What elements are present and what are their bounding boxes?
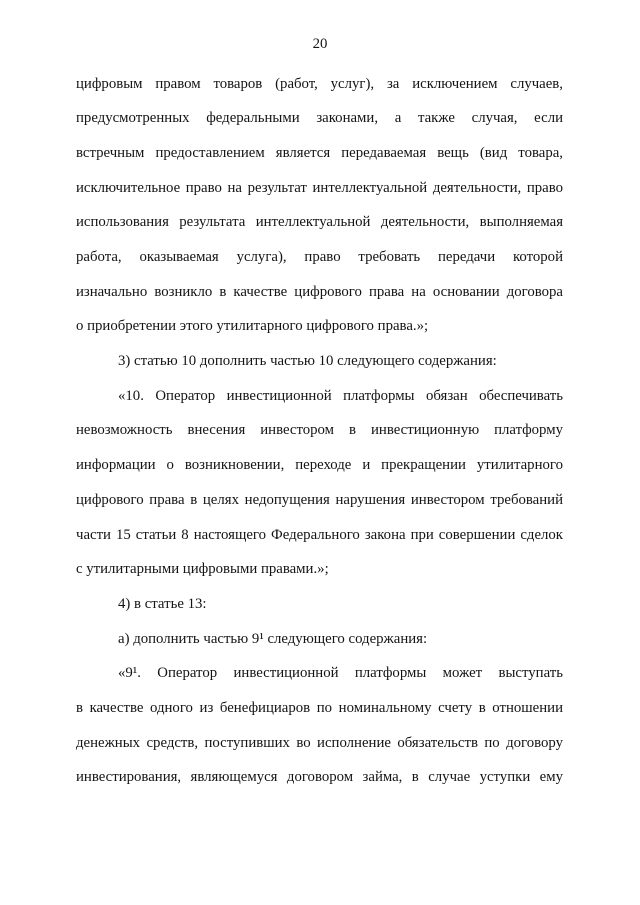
amendment-item-4 [76,587,563,622]
text-line: использования результата интеллектуальной деятельности, выполняемая [76,214,563,231]
text-line: предусмотренных федеральными законами, а также случая, если [76,110,563,127]
text-line: «10. Оператор инвестиционной платформы обязан обеспечивать [118,387,563,404]
text-line: «9¹. Оператор инвестиционной платформы может выступать [118,665,563,682]
quoted-part-10 [76,379,563,587]
text-line: встречным предоставлением является передаваемая вещь (вид товара, [76,144,563,161]
text-line: работа, оказываемая услуга), право требовать передачи которой [76,249,563,266]
text-line: цифровым правом товаров (работ, услуг), за исключением случаев, [76,75,563,92]
quoted-part-9-1 [76,656,563,795]
paragraph-continuation [76,67,563,345]
text-line: изначально возникло в качестве цифрового права на основании договора [76,283,563,300]
subitem-a [76,622,563,657]
text-line: информации о возникновении, переходе и прекращении утилитарного [76,457,563,474]
body-text [76,67,563,795]
page-number: 20 [312,36,328,52]
text-line: с утилитарными цифровыми правами.»; [76,561,329,578]
text-line: цифрового права в целях недопущения нарушения инвестором требований [76,491,563,508]
text-line: о приобретении этого утилитарного цифрового права.»; [76,318,429,335]
amendment-item-3 [76,344,563,379]
text-line: а) дополнить частью 9¹ следующего содержания: [118,630,428,647]
text-line: невозможность внесения инвестором в инвестиционную платформу [76,422,563,439]
text-line: исключительное право на результат интеллектуальной деятельности, право [76,179,563,196]
text-line: 3) статью 10 дополнить частью 10 следующего содержания: [118,353,497,370]
text-line: инвестирования, являющемуся договором займа, в случае уступки ему [76,769,563,786]
text-line: в качестве одного из бенефициаров по номинальному счету в отношении [76,699,563,716]
text-line: денежных средств, поступивших во исполнение обязательств по договору [76,734,563,751]
text-line: части 15 статьи 8 настоящего Федерального закона при совершении сделок [76,526,563,543]
text-line: 4) в статье 13: [118,595,207,612]
